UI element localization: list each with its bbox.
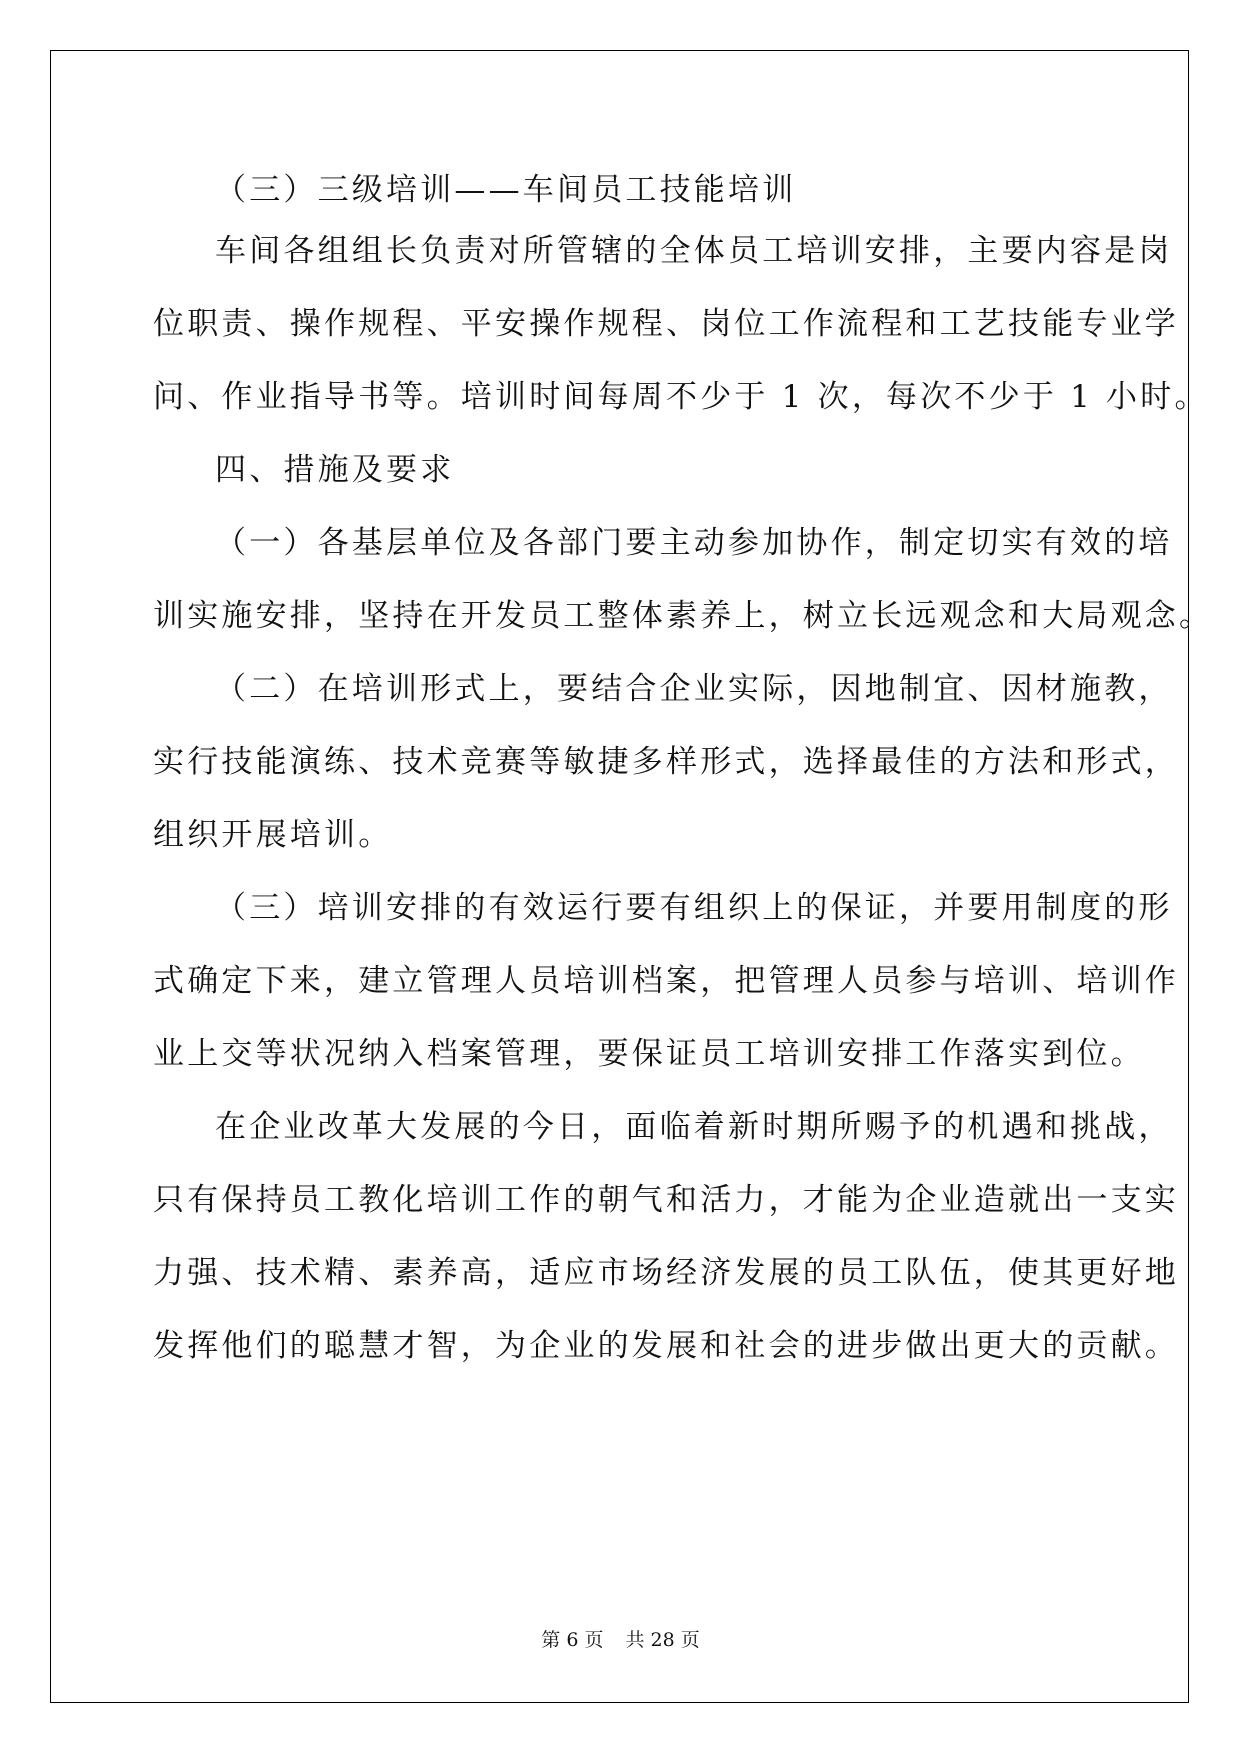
paragraph-line: 在企业改革大发展的今日，面临着新时期所赐予的机遇和挑战，: [215, 1109, 1173, 1145]
page-border: [50, 50, 1189, 1703]
page-total: 共 28 页: [625, 1629, 700, 1651]
paragraph-line: （三）培训安排的有效运行要有组织上的保证，并要用制度的形: [215, 890, 1173, 926]
paragraph-line: （一）各基层单位及各部门要主动参加协作，制定切实有效的培: [215, 525, 1173, 561]
paragraph-line: 组织开展培训。: [153, 817, 393, 853]
paragraph-line: 式确定下来，建立管理人员培训档案，把管理人员参与培训、培训作: [153, 963, 1179, 999]
paragraph-line: 实行技能演练、技术竞赛等敏捷多样形式，选择最佳的方法和形式，: [153, 744, 1179, 780]
section-heading-measures: 四、措施及要求: [215, 452, 455, 488]
paragraph-line: 训实施安排，坚持在开发员工整体素养上，树立长远观念和大局观念。: [153, 598, 1214, 634]
paragraph-line: 业上交等状况纳入档案管理，要保证员工培训安排工作落实到位。: [153, 1036, 1145, 1072]
paragraph-line: （二）在培训形式上，要结合企业实际，因地制宜、因材施教，: [215, 671, 1173, 707]
paragraph-line: 车间各组组长负责对所管辖的全体员工培训安排，主要内容是岗: [215, 233, 1173, 269]
page-footer: [0, 1625, 1241, 1652]
paragraph-line: 力强、技术精、素养高，适应市场经济发展的员工队伍，使其更好地: [153, 1255, 1179, 1291]
page-number: 第 6 页: [541, 1629, 604, 1651]
paragraph-line: 位职责、操作规程、平安操作规程、岗位工作流程和工艺技能专业学: [153, 306, 1179, 342]
subheading-level3-training: （三）三级培训——车间员工技能培训: [215, 172, 797, 208]
paragraph-line: 问、作业指导书等。培训时间每周不少于 1 次，每次不少于 1 小时。: [153, 379, 1209, 415]
paragraph-line: 只有保持员工教化培训工作的朝气和活力，才能为企业造就出一支实: [153, 1182, 1179, 1218]
paragraph-line: 发挥他们的聪慧才智，为企业的发展和社会的进步做出更大的贡献。: [153, 1328, 1179, 1364]
